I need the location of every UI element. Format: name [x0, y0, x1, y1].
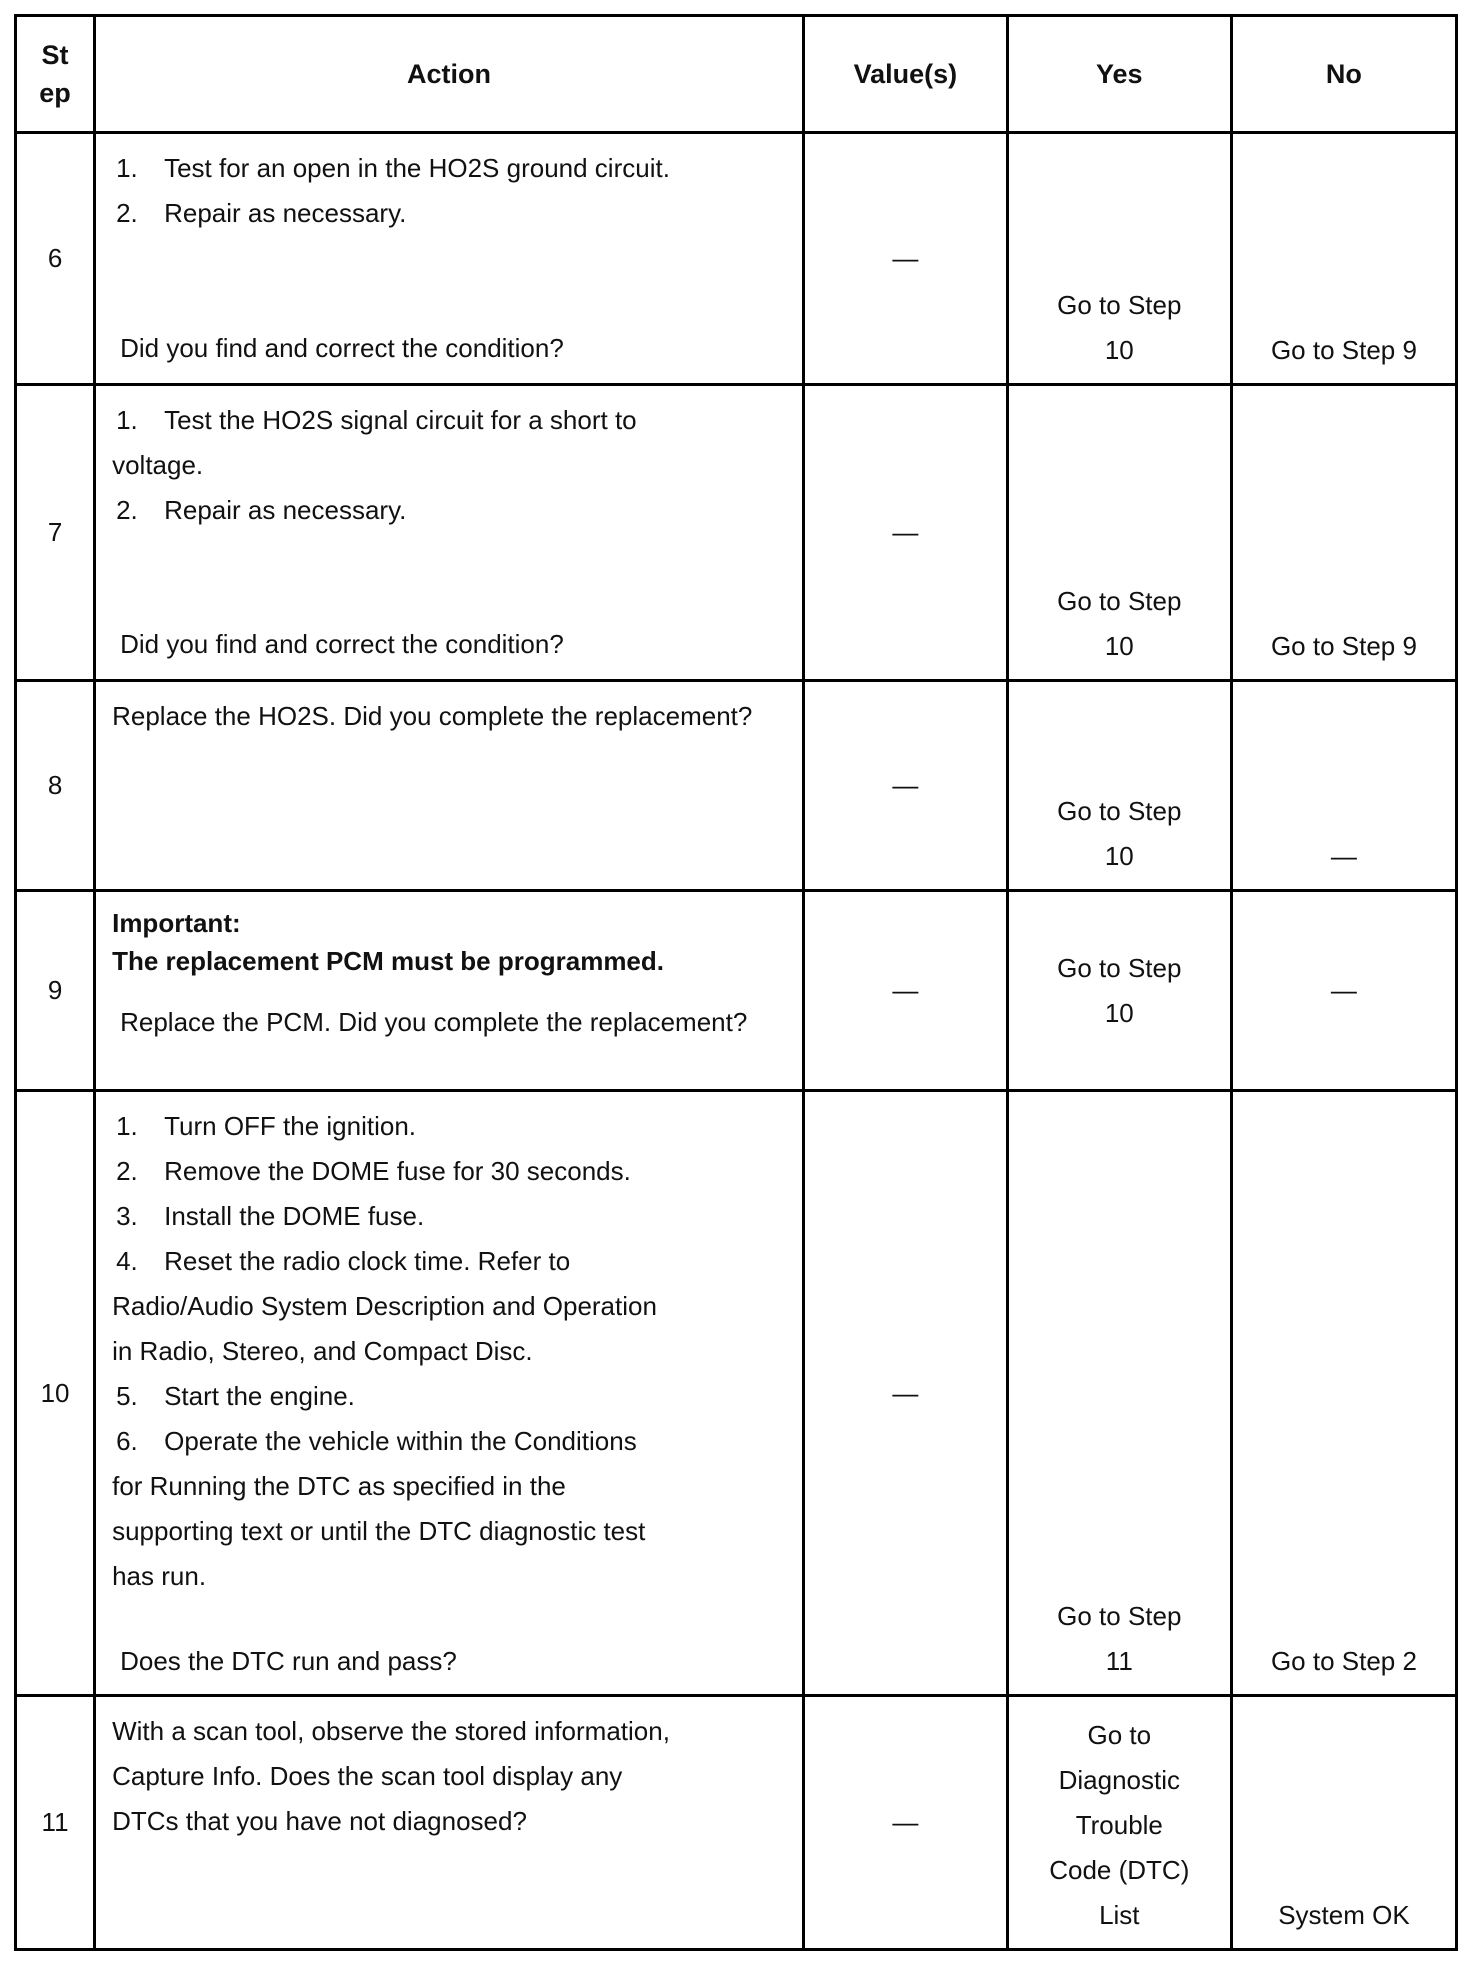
- header-step: St ep: [16, 16, 95, 133]
- action-cell: 1. Turn OFF the ignition. 2. Remove the DOME fuse for 30 seconds. 3. Install the DOME fuse. 4. Reset the radio clock time. Refer to Radio/Audio System Description and Operation in Radio, Stereo, and Compact Disc. 5. Start the engine. 6. Operate the vehicle within the Conditions for Running the DTC as specified in the supporting text or until the DTC diagnostic test has run. Does the DTC run and pass?: [95, 1091, 804, 1696]
- header-row: [16, 16, 1457, 133]
- step-number: 9: [16, 891, 95, 1091]
- step-number: 11: [16, 1696, 95, 1950]
- question: Did you find and correct the condition?: [120, 333, 564, 363]
- diagnostic-table: [14, 14, 1458, 1951]
- list-item: 1. Turn OFF the ignition.: [116, 1111, 417, 1141]
- header-yes: Yes: [1007, 16, 1231, 133]
- no-cell: System OK: [1231, 1696, 1456, 1950]
- action-cell: [95, 681, 804, 891]
- no-cell: —: [1231, 891, 1456, 1091]
- value-cell: —: [803, 385, 1007, 681]
- value-cell: —: [803, 681, 1007, 891]
- value-cell: —: [803, 891, 1007, 1091]
- list-item: 2. Repair as necessary.: [116, 198, 407, 228]
- question: Did you find and correct the condition?: [120, 629, 564, 659]
- table-row: [16, 681, 1457, 891]
- value-cell: —: [803, 1091, 1007, 1696]
- action-cell: [95, 891, 804, 1091]
- action-cell: 1. Test the HO2S signal circuit for a short to voltage. 2. Repair as necessary. Did you find and correct the condition?: [95, 385, 804, 681]
- list-item: 6. Operate the vehicle within the Conditions: [116, 1426, 637, 1456]
- list-item: 2. Repair as necessary.: [116, 495, 407, 525]
- step-number: 8: [16, 681, 95, 891]
- table-row: [16, 133, 1457, 385]
- value-cell: —: [803, 133, 1007, 385]
- step-number: 10: [16, 1091, 95, 1696]
- yes-cell: Go to Diagnostic Trouble Code (DTC) List: [1007, 1696, 1231, 1950]
- action-text: Replace the HO2S. Did you complete the replacement?: [112, 701, 753, 731]
- step-number: 7: [16, 385, 95, 681]
- list-item: 4. Reset the radio clock time. Refer to: [116, 1246, 571, 1276]
- action-cell: With a scan tool, observe the stored information, Capture Info. Does the scan tool display any DTCs that you have not diagnosed?: [95, 1696, 804, 1950]
- yes-cell: Go to Step 10: [1007, 385, 1231, 681]
- list-item: 1. Test for an open in the HO2S ground circuit.: [116, 153, 670, 183]
- no-cell: Go to Step 9: [1231, 385, 1456, 681]
- yes-cell: Go to Step 10: [1007, 681, 1231, 891]
- table-row: [16, 1696, 1457, 1950]
- header-no: No: [1231, 16, 1456, 133]
- yes-cell: Go to Step 11: [1007, 1091, 1231, 1696]
- list-item: 3. Install the DOME fuse.: [116, 1201, 425, 1231]
- important-text: The replacement PCM must be programmed.: [112, 946, 664, 976]
- header-values: Value(s): [803, 16, 1007, 133]
- question: Does the DTC run and pass?: [120, 1646, 457, 1676]
- no-cell: —: [1231, 681, 1456, 891]
- yes-cell: Go to Step 10: [1007, 891, 1231, 1091]
- list-item: 5. Start the engine.: [116, 1381, 355, 1411]
- action-cell: [95, 133, 804, 385]
- step-number: 6: [16, 133, 95, 385]
- header-action: Action: [95, 16, 804, 133]
- value-cell: —: [803, 1696, 1007, 1950]
- no-cell: Go to Step 2: [1231, 1091, 1456, 1696]
- question: Replace the PCM. Did you complete the replacement?: [120, 1007, 748, 1037]
- list-item: 2. Remove the DOME fuse for 30 seconds.: [116, 1156, 631, 1186]
- yes-cell: Go to Step 10: [1007, 133, 1231, 385]
- list-item: 1. Test the HO2S signal circuit for a short to: [116, 405, 637, 435]
- table-row: [16, 1091, 1457, 1696]
- no-cell: Go to Step 9: [1231, 133, 1456, 385]
- important-label: Important:: [112, 908, 241, 938]
- table-row: [16, 891, 1457, 1091]
- table-row: [16, 385, 1457, 681]
